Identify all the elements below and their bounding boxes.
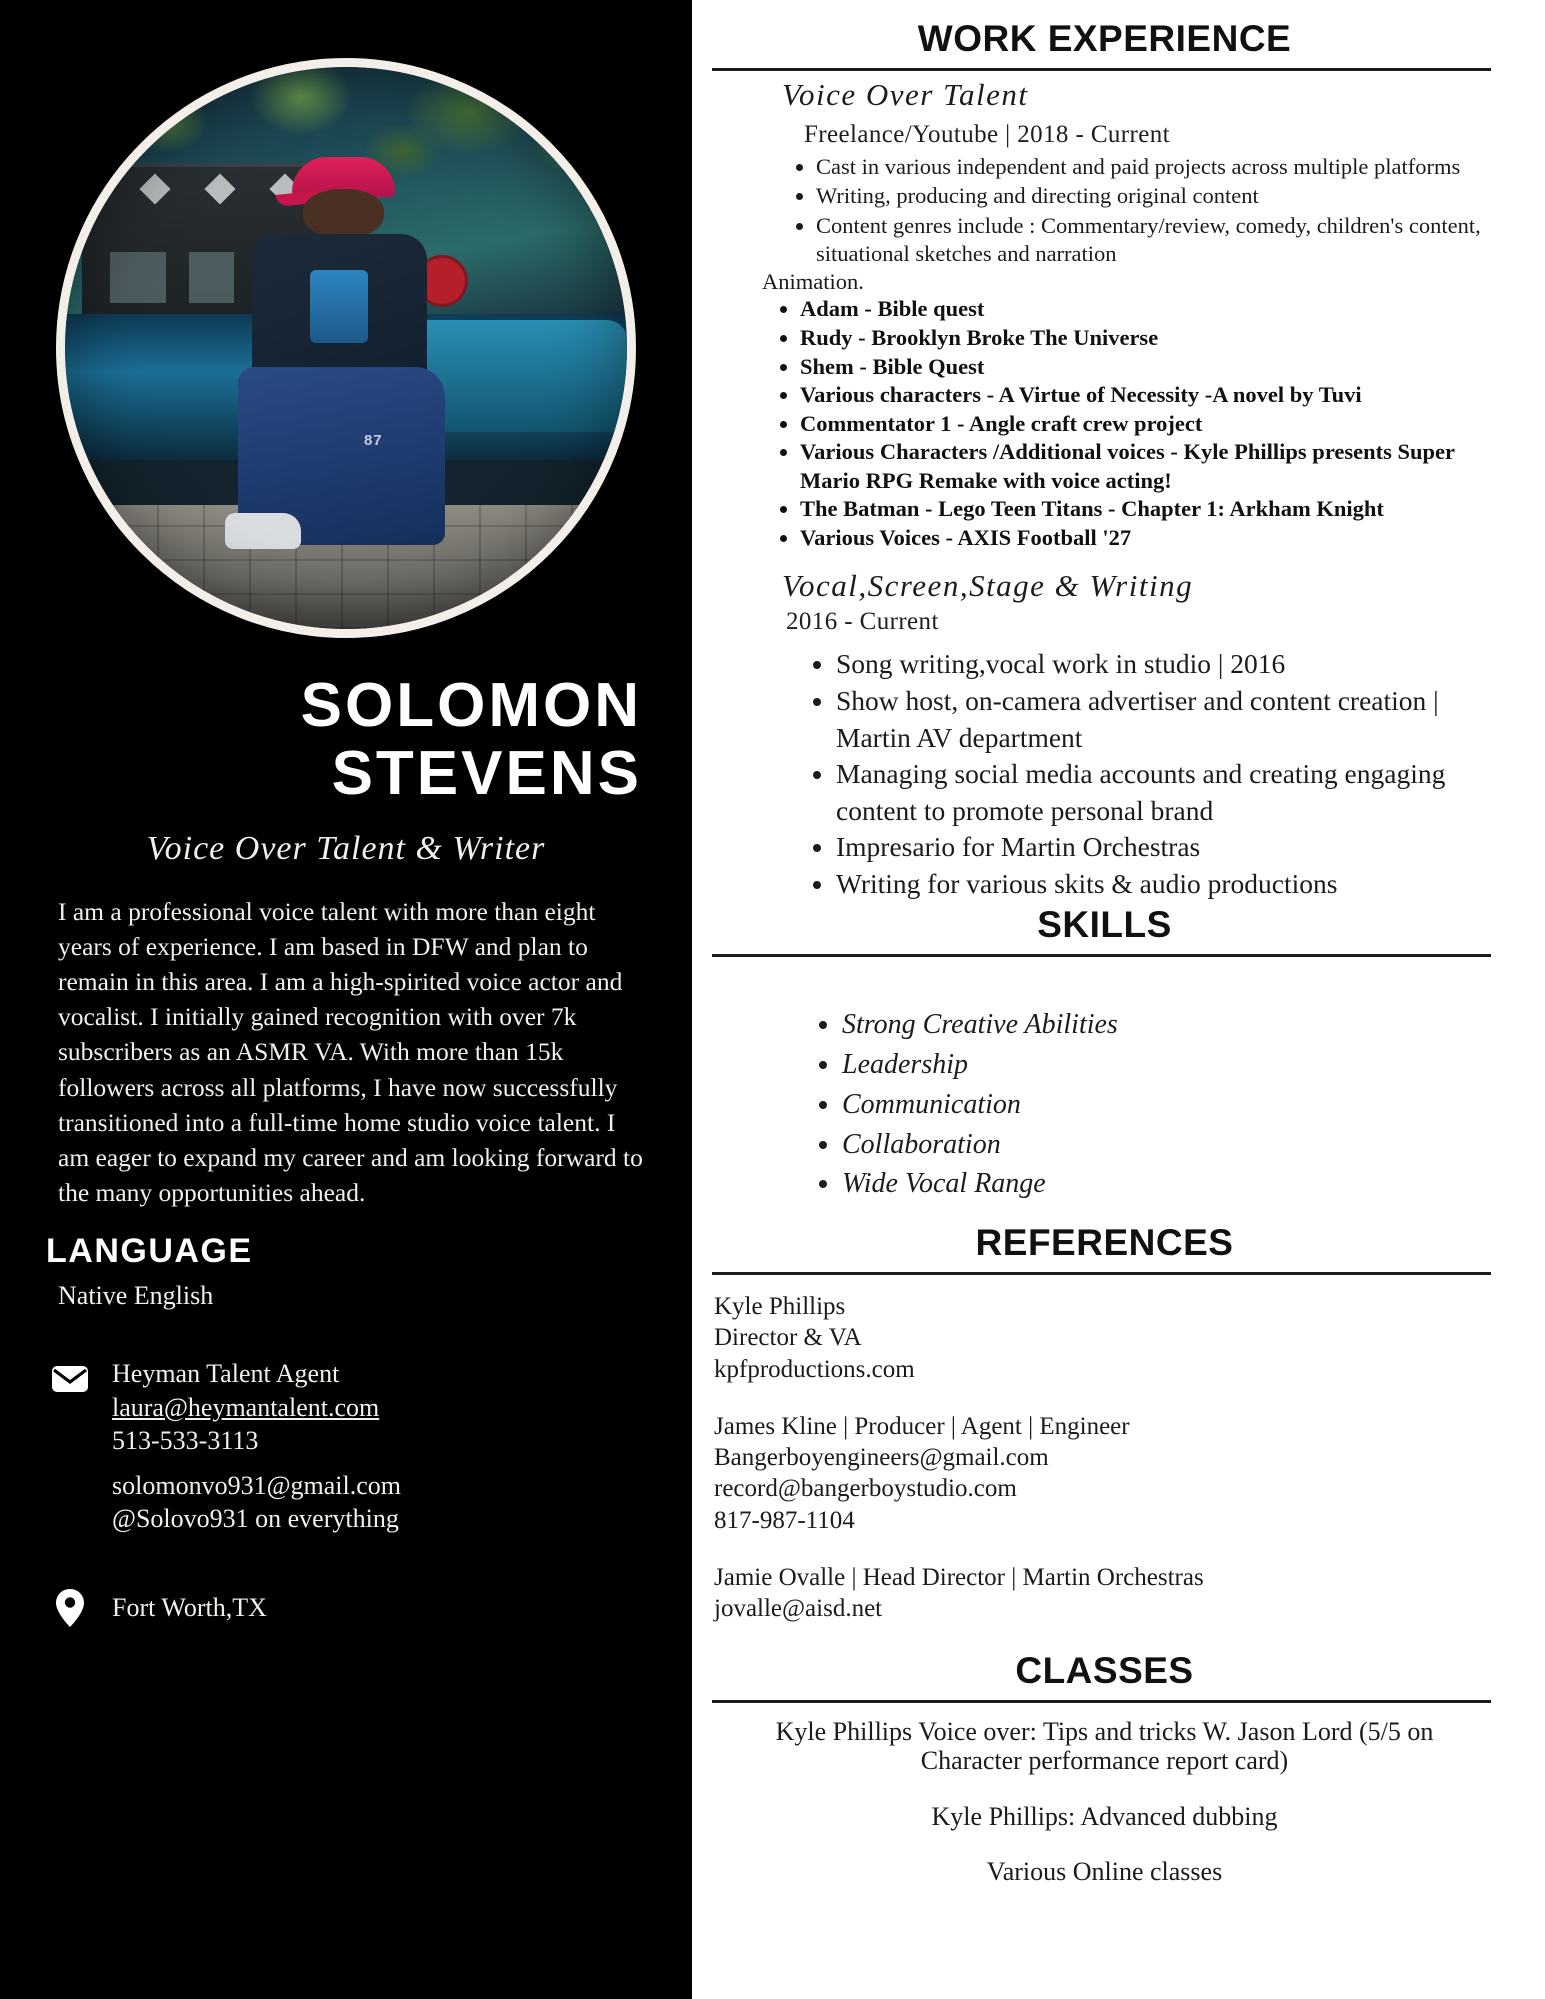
contact-personal-block [112,1469,401,1536]
job-meta-1: Freelance/Youtube | 2018 - Current [804,121,1170,148]
classes-heading: CLASSES [1015,1650,1194,1692]
list-item: • The Batman - Lego Teen Titans - Chapter 1: Arkham Knight [800,495,1505,524]
list-item: • Strong Creative Abilities [842,1005,1505,1045]
work-experience-heading: WORK EXPERIENCE [917,18,1292,59]
animation-note: Animation. [762,269,864,295]
agent-phone[interactable]: 513-533-3113 [112,1425,259,1455]
job-role-subtitle: Voice Over Talent & Writer [146,829,546,867]
photo-vignette [65,67,627,629]
profile-photo [56,58,636,638]
language-heading: LANGUAGE [46,1232,253,1271]
contact-agent-block [112,1357,379,1457]
job-bullets-2 [704,646,1505,902]
list-item: • Writing for various skits & audio productions [836,866,1505,903]
reference-email[interactable]: Bangerboyengineers@gmail.com [714,1444,1049,1472]
reference-entry [714,1291,1505,1385]
list-item: • Collaboration [842,1125,1505,1165]
job-bullets-1 [704,153,1505,268]
photo-ring [56,58,636,638]
about-text: I am a professional voice talent with more than eight years of experience. I am based in DFW and plan to remain in this area. I am a high-spirited voice actor and vocalist. I initially gained recognition with over 7k subscribers as an ASMR VA. With more than 15k followers across all platforms, I have now successfully transitioned into a full-time home studio voice talent. I am eager to expand my career and am looking forward to the many opportunities ahead. [58,896,643,1208]
map-pin-icon [50,1588,90,1628]
credits-list [704,295,1505,552]
reference-entry [714,1562,1505,1625]
reference-name: James Kline | Producer | Agent | Engineer [714,1412,1130,1440]
blank-icon-spacer [50,1469,90,1477]
job-title-2: Vocal,Screen,Stage & Writing [782,568,1194,604]
reference-email[interactable]: jovalle@aisd.net [714,1595,883,1623]
last-name: STEVENS [331,738,642,808]
classes-list [704,1717,1505,1885]
list-item: • Various Characters /Additional voices - Kyle Phillips presents Super Mario RPG Remake with voice acting! [800,438,1505,495]
job-meta-2: 2016 - Current [786,608,939,636]
list-item: • Various Voices - AXIS Football '27 [800,524,1505,553]
name-block [28,671,664,808]
reference-entry [714,1411,1505,1536]
agent-email[interactable]: laura@heymantalent.com [112,1392,380,1422]
list-item: • Leadership [842,1045,1505,1085]
envelope-icon [50,1357,90,1393]
contact-row-agent [50,1357,664,1457]
list-item: • Shem - Bible Quest [800,353,1505,382]
photo-image [65,67,627,629]
contact-row-personal [50,1469,664,1536]
class-item: Kyle Phillips Voice over: Tips and tricks W. Jason Lord (5/5 on Character performance report card) [775,1717,1434,1776]
list-item: • Impresario for Martin Orchestras [836,829,1505,866]
reference-name: Jamie Ovalle | Head Director | Martin Orchestras [714,1563,1204,1591]
main-content [692,0,1545,1999]
list-item: • Content genres include : Commentary/review, comedy, children's content, situational sketches and narration [816,212,1505,269]
social-handle: @Solovo931 on everything [112,1504,399,1534]
reference-name: Kyle Phillips [714,1293,846,1321]
language-value: Native English [58,1281,214,1311]
list-item: • Managing social media accounts and creating engaging content to promote personal brand [836,756,1505,829]
list-item: • Commentator 1 - Angle craft crew project [800,410,1505,439]
divider [712,1700,1491,1703]
reference-phone[interactable]: 817-987-1104 [714,1506,855,1534]
references-list [714,1291,1505,1624]
first-name: SOLOMON [300,671,642,740]
location-text: Fort Worth,TX [112,1593,267,1623]
personal-email[interactable]: solomonvo931@gmail.com [112,1471,401,1501]
class-item: Various Online classes [986,1856,1223,1886]
list-item: • Communication [842,1085,1505,1125]
contact-row-location [50,1588,664,1628]
list-item: • Song writing,vocal work in studio | 2016 [836,646,1505,683]
class-item: Kyle Phillips: Advanced dubbing [931,1801,1278,1831]
photo-jersey-number: 87 [363,432,383,450]
reference-website[interactable]: kpfproductions.com [714,1355,915,1383]
sidebar [0,0,692,1999]
list-item: • Show host, on-camera advertiser and content creation | Martin AV department [836,683,1505,756]
contact-section [28,1357,664,1627]
divider [712,954,1491,957]
list-item: • Adam - Bible quest [800,295,1505,324]
list-item: • Cast in various independent and paid projects across multiple platforms [816,153,1505,181]
divider [712,68,1491,71]
list-item: • Writing, producing and directing original content [816,182,1505,210]
agent-name: Heyman Talent Agent [112,1359,340,1389]
skills-heading: SKILLS [1037,904,1172,946]
about-section [28,894,664,1211]
reference-role: Director & VA [714,1324,862,1352]
reference-email-alt[interactable]: record@bangerboystudio.com [714,1475,1017,1503]
list-item: • Wide Vocal Range [842,1164,1505,1204]
skills-list [704,1005,1505,1204]
divider [712,1272,1491,1275]
list-item: • Various characters - A Virtue of Necessity -A novel by Tuvi [800,381,1505,410]
references-heading: REFERENCES [975,1222,1234,1264]
list-item: • Rudy - Brooklyn Broke The Universe [800,324,1505,353]
job-title-1: Voice Over Talent [782,77,1029,112]
